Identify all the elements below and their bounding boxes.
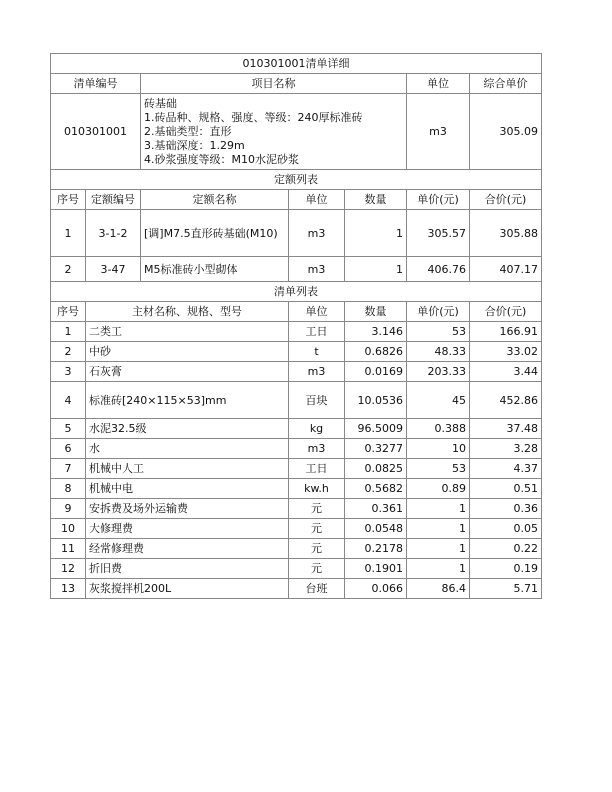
materials-row [51,362,542,382]
materials-header-cell: 单价(元) [407,302,470,322]
quota-row [51,257,542,282]
quota-cell: 1 [51,210,86,257]
item-desc-line: 砖基础 [144,96,177,110]
materials-header-cell: 序号 [51,302,86,322]
materials-cell: 元 [289,559,345,579]
materials-row [51,539,542,559]
materials-row [51,439,542,459]
materials-cell: 96.5009 [345,419,407,439]
materials-row [51,459,542,479]
materials-cell: 10 [51,519,86,539]
quota-cell: 305.57 [407,210,470,257]
materials-cell: 1 [407,499,470,519]
materials-header-cell: 单位 [289,302,345,322]
materials-cell: 0.5682 [345,479,407,499]
materials-cell: 台班 [289,579,345,599]
quota-cell: m3 [289,257,345,282]
materials-cell: 1 [407,539,470,559]
materials-cell: 3.44 [470,362,542,382]
materials-cell: 86.4 [407,579,470,599]
materials-cell: kg [289,419,345,439]
header-unit: 单位 [407,74,470,94]
materials-cell: 0.89 [407,479,470,499]
materials-cell: 机械中人工 [86,459,289,479]
materials-cell: 45 [407,382,470,419]
materials-cell: 48.33 [407,342,470,362]
materials-cell: 0.22 [470,539,542,559]
header-price: 综合单价 [470,74,542,94]
materials-row [51,342,542,362]
materials-cell: kw.h [289,479,345,499]
materials-cell: 机械中电 [86,479,289,499]
materials-cell: 0.1901 [345,559,407,579]
quota-cell: 407.17 [470,257,542,282]
quota-header-row [51,190,542,210]
materials-cell: 0.2178 [345,539,407,559]
quota-cell: 2 [51,257,86,282]
materials-header-cell: 数量 [345,302,407,322]
materials-cell: m3 [289,439,345,459]
materials-cell: 0.36 [470,499,542,519]
materials-cell: 37.48 [470,419,542,439]
bill-detail-table [50,53,542,599]
materials-cell: 13 [51,579,86,599]
materials-cell: 0.19 [470,559,542,579]
quota-cell: 3-1-2 [86,210,141,257]
materials-cell: 7 [51,459,86,479]
table-title: 010301001清单详细 [51,54,542,74]
materials-cell: 452.86 [470,382,542,419]
materials-cell: 3 [51,362,86,382]
materials-cell: 2 [51,342,86,362]
materials-cell: 水泥32.5级 [86,419,289,439]
item-desc-line: 1.砖品种、规格、强度、等级：240厚标准砖 [144,110,363,124]
quota-cell: 1 [345,210,407,257]
materials-cell: 经常修理费 [86,539,289,559]
materials-cell: 百块 [289,382,345,419]
materials-cell: m3 [289,362,345,382]
materials-row [51,579,542,599]
item-price: 305.09 [470,94,542,170]
materials-cell: 0.361 [345,499,407,519]
materials-cell: 安拆费及场外运输费 [86,499,289,519]
materials-cell: 53 [407,459,470,479]
quota-cell: M5标准砖小型砌体 [141,257,289,282]
materials-cell: 水 [86,439,289,459]
materials-cell: 0.066 [345,579,407,599]
quota-row [51,210,542,257]
materials-cell: 5 [51,419,86,439]
materials-cell: 6 [51,439,86,459]
materials-cell: 9 [51,499,86,519]
item-code: 010301001 [51,94,141,170]
materials-cell: 3.146 [345,322,407,342]
materials-cell: 元 [289,539,345,559]
quota-header-cell: 数量 [345,190,407,210]
materials-cell: 0.05 [470,519,542,539]
materials-cell: 4 [51,382,86,419]
materials-cell: 二类工 [86,322,289,342]
quota-section-title: 定额列表 [51,170,542,190]
materials-cell: 8 [51,479,86,499]
materials-cell: 166.91 [470,322,542,342]
materials-cell: 工日 [289,322,345,342]
materials-cell: 1 [407,559,470,579]
materials-cell: 12 [51,559,86,579]
materials-header-cell: 主材名称、规格、型号 [86,302,289,322]
materials-row [51,559,542,579]
quota-header-cell: 单位 [289,190,345,210]
materials-cell: 3.28 [470,439,542,459]
item-description [141,94,407,170]
materials-cell: 11 [51,539,86,559]
quota-cell: 1 [345,257,407,282]
materials-header-row [51,302,542,322]
quota-header-cell: 定额名称 [141,190,289,210]
materials-cell: 大修理费 [86,519,289,539]
materials-cell: 标准砖[240×115×53]mm [86,382,289,419]
materials-cell: 203.33 [407,362,470,382]
quota-header-cell: 合价(元) [470,190,542,210]
materials-cell: 53 [407,322,470,342]
item-unit: m3 [407,94,470,170]
materials-row [51,322,542,342]
materials-cell: 0.0825 [345,459,407,479]
header-code: 清单编号 [51,74,141,94]
materials-cell: 折旧费 [86,559,289,579]
item-desc-line: 4.砂浆强度等级：M10水泥砂浆 [144,152,299,166]
materials-cell: 0.51 [470,479,542,499]
quota-header-cell: 定额编号 [86,190,141,210]
materials-cell: 灰浆搅拌机200L [86,579,289,599]
materials-cell: 0.0169 [345,362,407,382]
materials-cell: 0.6826 [345,342,407,362]
materials-section-title: 清单列表 [51,282,542,302]
materials-cell: 中砂 [86,342,289,362]
quota-header-cell: 单价(元) [407,190,470,210]
materials-cell: 33.02 [470,342,542,362]
materials-cell: 10 [407,439,470,459]
quota-header-cell: 序号 [51,190,86,210]
materials-cell: 工日 [289,459,345,479]
materials-cell: t [289,342,345,362]
quota-cell: 406.76 [407,257,470,282]
materials-row [51,382,542,419]
materials-cell: 5.71 [470,579,542,599]
materials-cell: 0.0548 [345,519,407,539]
quota-cell: 305.88 [470,210,542,257]
materials-cell: 石灰膏 [86,362,289,382]
quota-cell: 3-47 [86,257,141,282]
header-name: 项目名称 [141,74,407,94]
materials-row [51,519,542,539]
item-desc-line: 3.基础深度：1.29m [144,138,245,152]
materials-cell: 4.37 [470,459,542,479]
materials-header-cell: 合价(元) [470,302,542,322]
materials-cell: 元 [289,499,345,519]
materials-row [51,419,542,439]
quota-cell: m3 [289,210,345,257]
materials-cell: 1 [407,519,470,539]
materials-cell: 0.3277 [345,439,407,459]
quota-cell: [调]M7.5直形砖基础(M10) [141,210,289,257]
item-desc-line: 2.基础类型：直形 [144,124,232,138]
materials-row [51,479,542,499]
materials-cell: 10.0536 [345,382,407,419]
materials-row [51,499,542,519]
materials-cell: 0.388 [407,419,470,439]
materials-cell: 1 [51,322,86,342]
materials-cell: 元 [289,519,345,539]
